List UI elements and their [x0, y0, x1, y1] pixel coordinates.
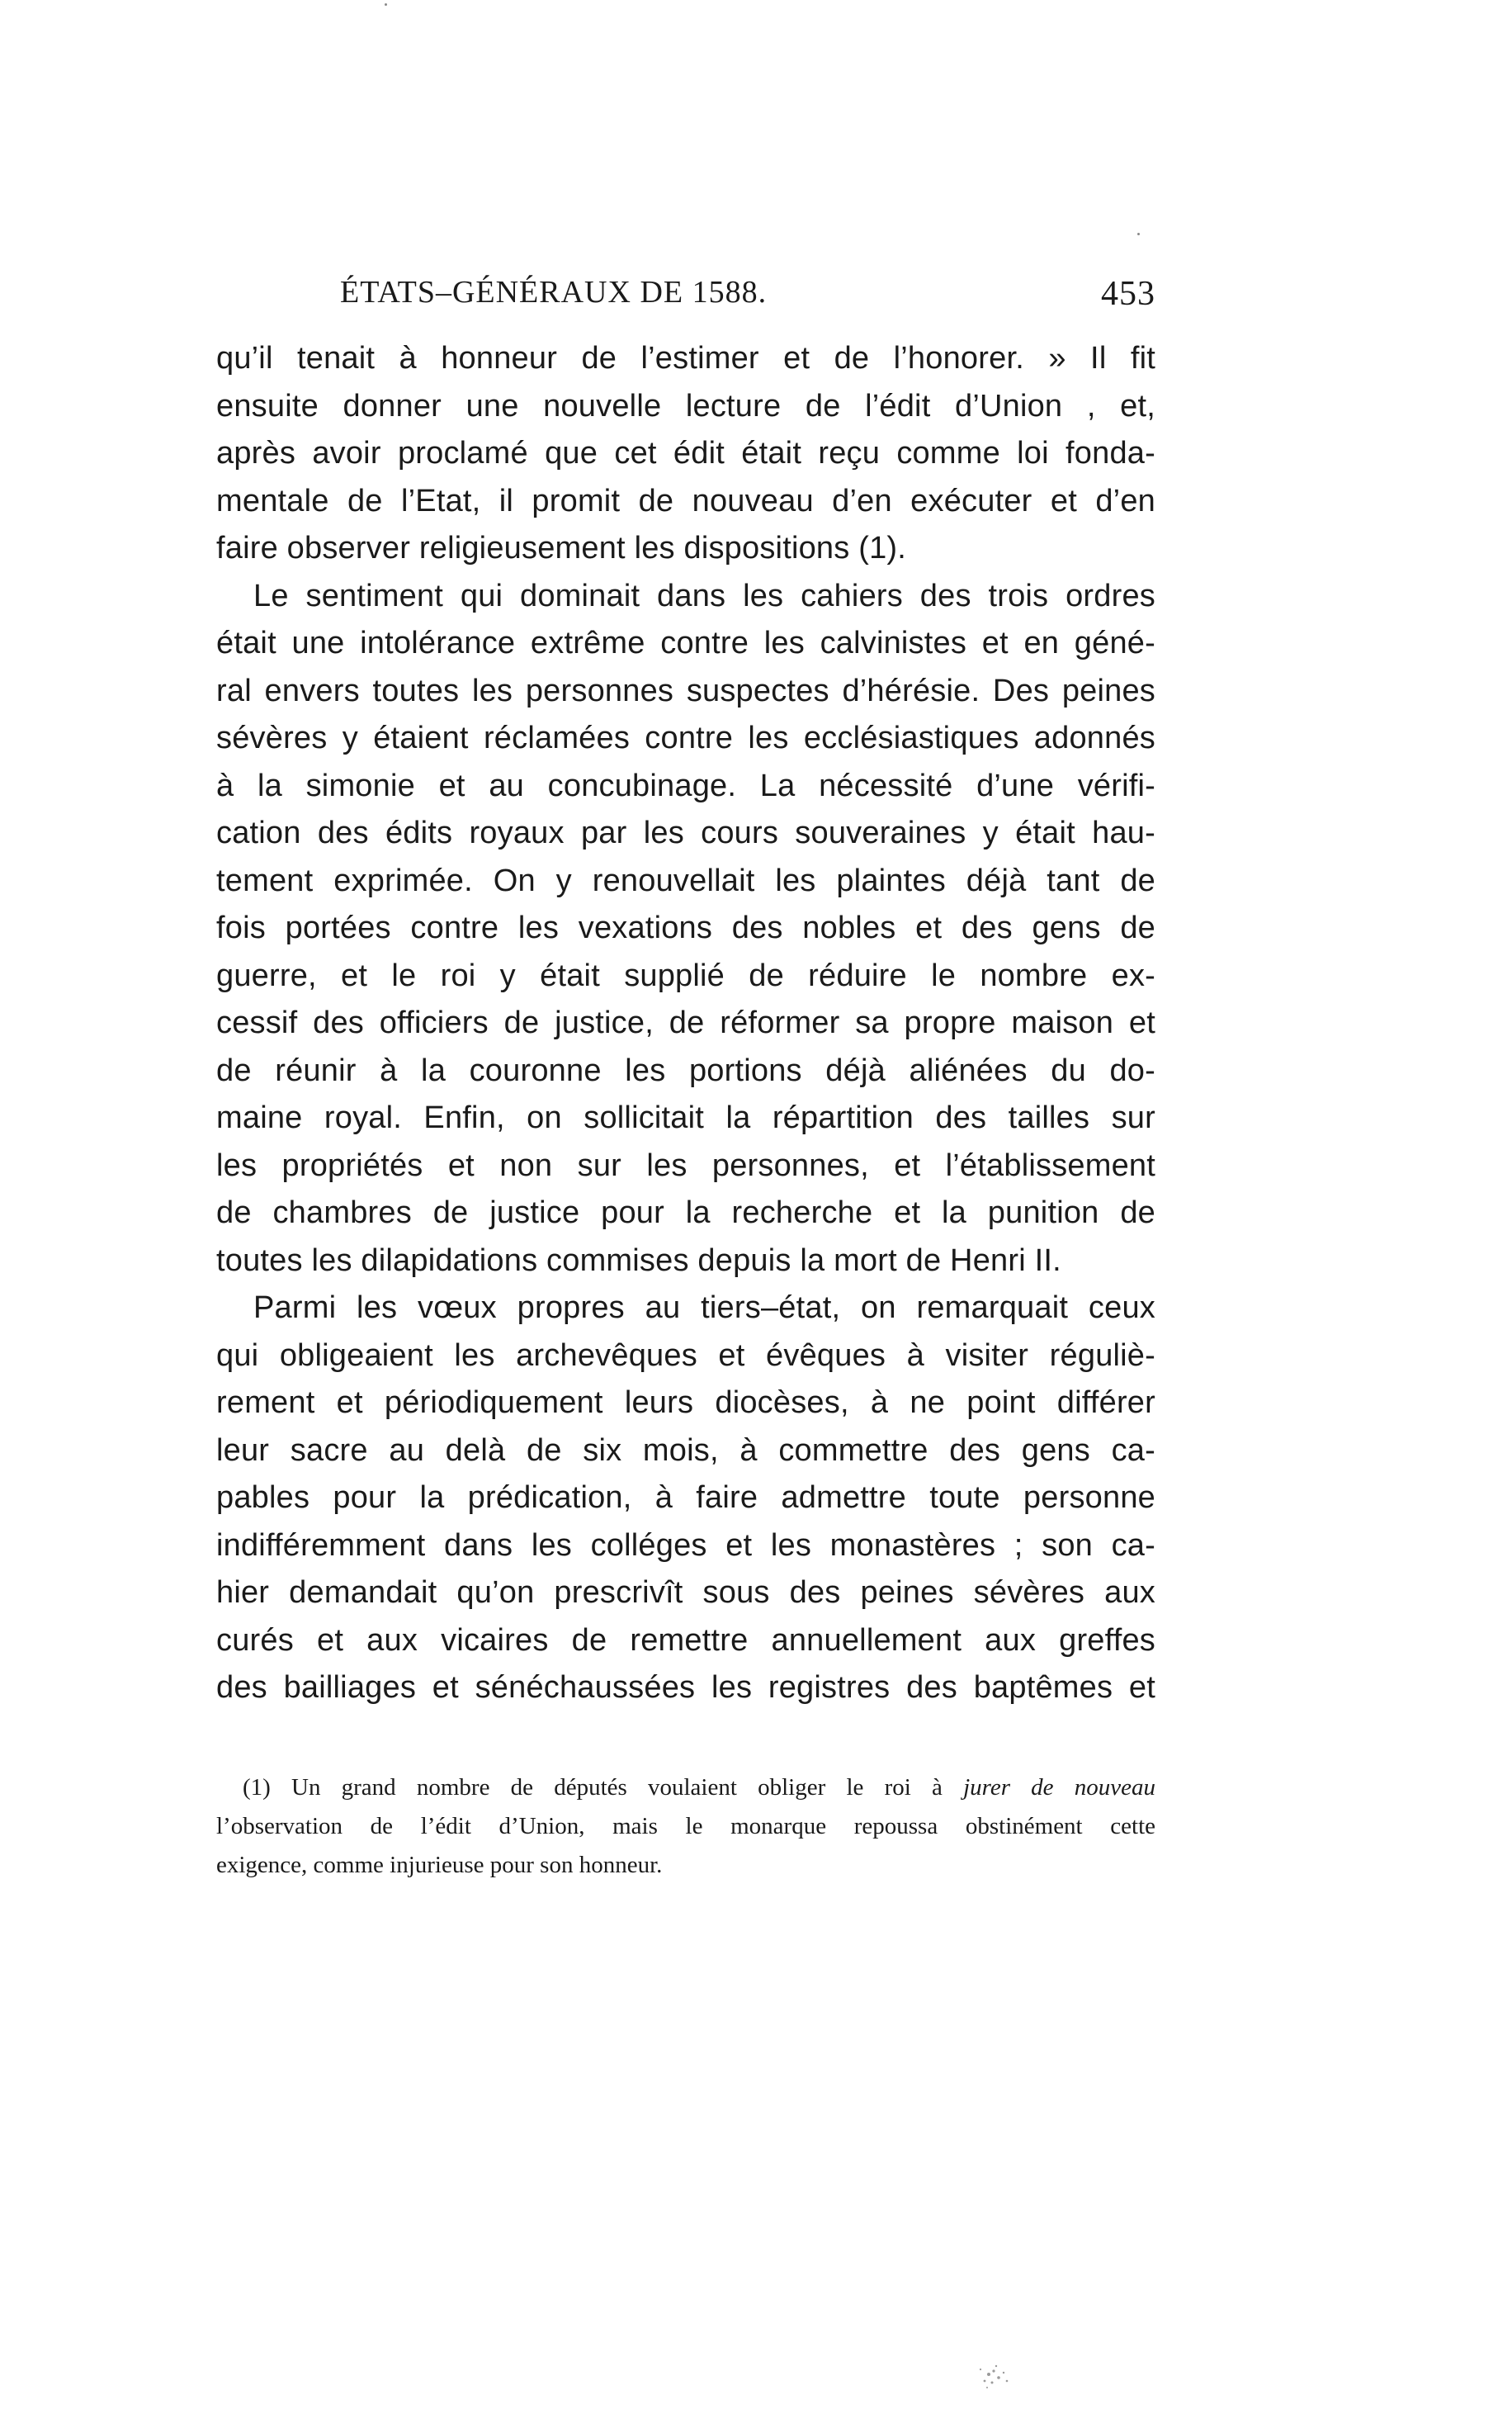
text-line: après avoir proclamé que cet édit était reçu comme loi fonda-: [216, 436, 1155, 471]
text-line: qu’il tenait à honneur de l’estimer et de l’honorer. » Il fit: [216, 341, 1155, 376]
scan-speck: [1137, 233, 1140, 235]
running-title: ÉTATS–GÉNÉRAUX DE 1588.: [340, 275, 768, 310]
text-line: les propriétés et non sur les personnes, et l’établissement: [216, 1148, 1155, 1183]
footnote-line: (1) Un grand nombre de députés voulaient obliger le roi à jurer de nouveau: [243, 1774, 1155, 1801]
text-line: Parmi les vœux propres au tiers–état, on remarquait ceux: [253, 1290, 1155, 1325]
text-line: ral envers toutes les personnes suspectes d’hérésie. Des peines: [216, 673, 1155, 708]
text-line: cation des édits royaux par les cours souveraines y était hau-: [216, 816, 1155, 850]
footnote-emphasis: jurer de nouveau: [963, 1774, 1155, 1801]
page-number: 453: [1101, 275, 1155, 313]
text-line: à la simonie et au concubinage. La nécessité d’une vérifi-: [216, 768, 1155, 803]
text-line: qui obligeaient les archevêques et évêques à visiter réguliè-: [216, 1337, 1155, 1373]
text-line: indifféremment dans les colléges et les monastères ; son ca-: [216, 1527, 1155, 1563]
text-line: leur sacre au delà de six mois, à commettre des gens ca-: [216, 1432, 1155, 1468]
text-line: faire observer religieusement les dispositions (1).: [216, 531, 907, 566]
text-line: sévères y étaient réclamées contre les ecclésiastiques adonnés: [216, 721, 1155, 755]
text-line: rement et périodiquement leurs diocèses, à ne point différer: [216, 1385, 1155, 1420]
text-line: hier demandait qu’on prescrivît sous des peines sévères aux: [216, 1575, 1155, 1610]
text-line: pables pour la prédication, à faire admettre toute personne: [216, 1480, 1155, 1515]
text-line: cessif des officiers de justice, de réformer sa propre maison et: [216, 1006, 1155, 1040]
text-line: mentale de l’Etat, il promit de nouveau d’en exécuter et d’en: [216, 483, 1155, 518]
text-line: fois portées contre les vexations des nobles et des gens de: [216, 911, 1155, 945]
footnote-line: exigence, comme injurieuse pour son honneur.: [216, 1852, 663, 1878]
text-line: ensuite donner une nouvelle lecture de l’édit d’Union , et,: [216, 388, 1155, 424]
body-text: [216, 335, 1155, 1712]
text-line: toutes les dilapidations commises depuis la mort de Henri II.: [216, 1242, 1061, 1278]
footnote-line: l’observation de l’édit d’Union, mais le monarque repoussa obstinément cette: [216, 1813, 1155, 1839]
text-line: Le sentiment qui dominait dans les cahiers des trois ordres: [253, 578, 1155, 613]
text-line: curés et aux vicaires de remettre annuellement aux greffes: [216, 1622, 1155, 1658]
running-head: [216, 274, 1155, 324]
text-line: maine royal. Enfin, on sollicitait la répartition des tailles sur: [216, 1100, 1155, 1135]
text-line: tement exprimée. On y renouvellait les plaintes déjà tant de: [216, 863, 1155, 898]
scan-smudge: [956, 2350, 1030, 2399]
text-line: des bailliages et sénéchaussées les registres des baptêmes et: [216, 1670, 1155, 1705]
footnote: [216, 1768, 1155, 1885]
text-line: de réunir à la couronne les portions déjà aliénées du do-: [216, 1053, 1155, 1088]
text-line: guerre, et le roi y était supplié de réduire le nombre ex-: [216, 958, 1155, 993]
text-line: était une intolérance extrême contre les calvinistes et en géné-: [216, 626, 1155, 660]
scan-speck: [385, 3, 387, 6]
text-line: de chambres de justice pour la recherche et la punition de: [216, 1195, 1155, 1230]
